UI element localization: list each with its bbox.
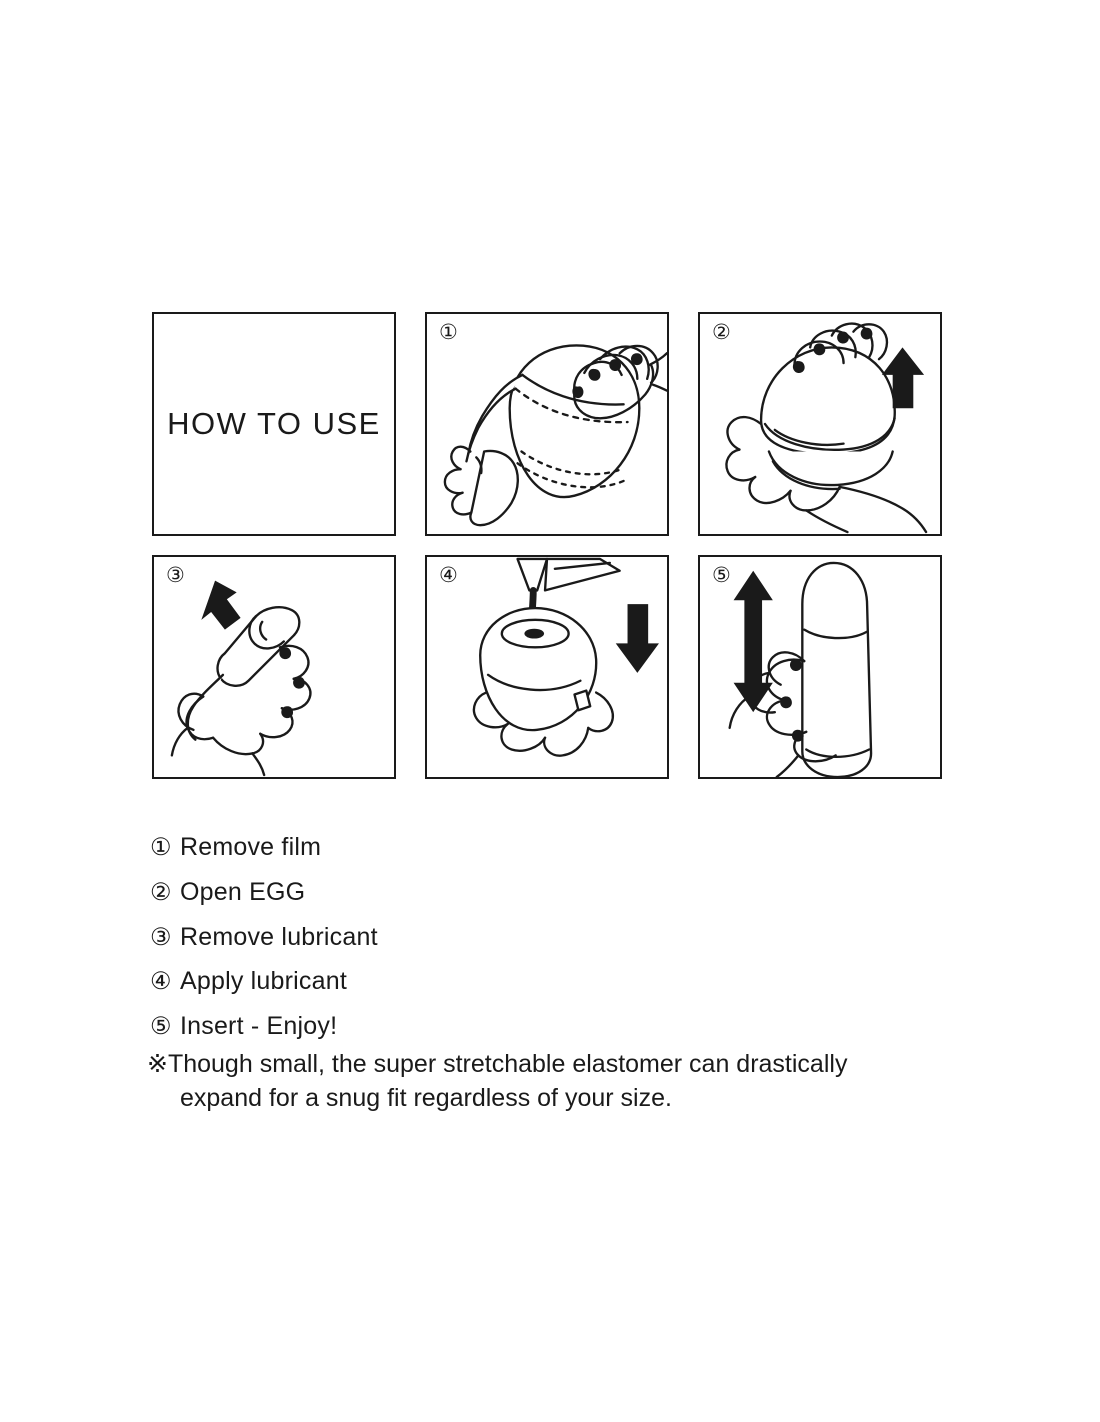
step-label: Remove lubricant: [180, 922, 378, 951]
list-item: [150, 1011, 970, 1042]
step-label: Insert - Enjoy!: [180, 1012, 338, 1041]
panel-open-egg: [698, 312, 942, 536]
how-to-use-title: HOW TO USE: [167, 406, 381, 441]
panel-title: [152, 312, 396, 536]
panel-apply-lubricant: [425, 555, 669, 779]
footnote-line-2: expand for a snug fit regardless of your size.: [180, 1083, 672, 1112]
arrow-up-down-icon: [734, 571, 773, 712]
footnote: [147, 1048, 967, 1116]
arrow-up-right-icon: [201, 581, 240, 630]
illustration-apply-lubricant: [427, 557, 667, 777]
panel-number-2: ②: [712, 321, 731, 344]
footnote-mark: ※: [147, 1050, 168, 1078]
step-label: Remove film: [180, 833, 322, 861]
panel-insert-enjoy: [698, 555, 942, 779]
step-marker: ⑤: [150, 1013, 172, 1041]
step-label: Apply lubricant: [180, 967, 347, 996]
list-item: [150, 922, 970, 953]
footnote-line-1: Though small, the super stretchable elastomer can drastically: [167, 1050, 848, 1078]
steps-list: [150, 832, 970, 1056]
step-marker: ④: [150, 968, 172, 996]
panel-number-3: ③: [166, 564, 185, 587]
list-item: [150, 966, 970, 997]
panel-remove-film: [425, 312, 669, 536]
illustration-open-egg: [700, 314, 940, 534]
list-item: [150, 832, 970, 863]
panel-number-5: ⑤: [712, 564, 731, 587]
how-to-use-panel-grid: [152, 312, 942, 779]
illustration-remove-film: [427, 314, 667, 534]
panel-number-4: ④: [439, 564, 458, 587]
panel-number-1: ①: [439, 321, 458, 344]
arrow-down-icon: [616, 604, 659, 673]
illustration-remove-lubricant: [154, 557, 394, 777]
panel-remove-lubricant: [152, 555, 396, 779]
illustration-insert-enjoy: [700, 557, 940, 777]
step-marker: ③: [150, 923, 172, 951]
step-label: Open EGG: [180, 877, 306, 906]
step-marker: ①: [150, 834, 172, 861]
step-marker: ②: [150, 878, 172, 906]
list-item: [150, 877, 970, 908]
